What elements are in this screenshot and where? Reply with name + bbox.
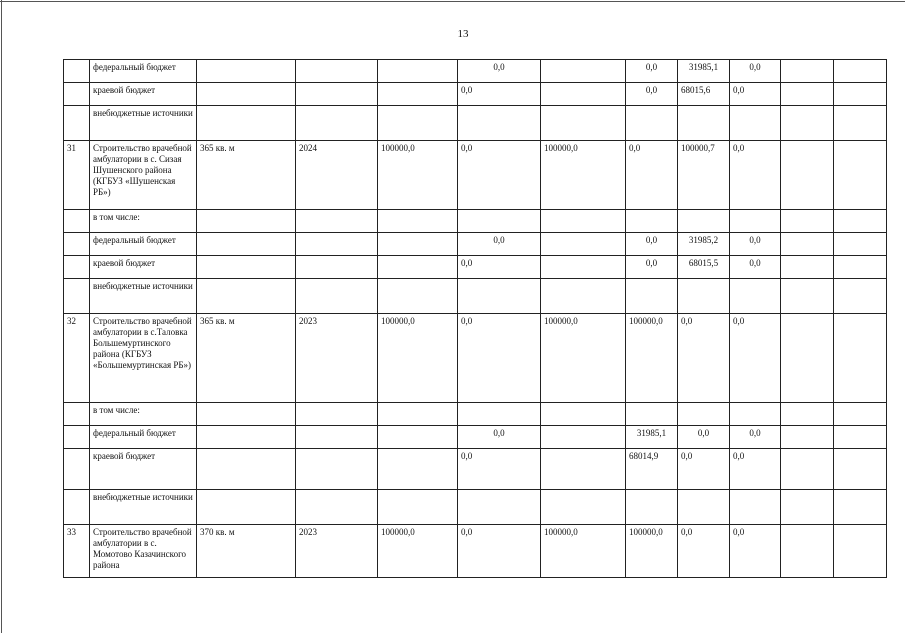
cell-col6 (541, 256, 626, 279)
table-row (64, 490, 887, 525)
cell-col7: 0,0 (626, 256, 678, 279)
row-number (64, 83, 90, 106)
cell-year (296, 426, 378, 449)
cell-col6 (541, 233, 626, 256)
cell-col11 (834, 279, 887, 314)
cell-col11 (834, 256, 887, 279)
table-row (64, 403, 887, 426)
cell-total (378, 490, 458, 525)
cell-col7 (626, 106, 678, 141)
cell-col9: 0,0 (730, 256, 781, 279)
cell-col5: 0,0 (458, 426, 541, 449)
cell-col9: 0,0 (730, 314, 781, 403)
cell-col11 (834, 449, 887, 490)
cell-total (378, 279, 458, 314)
cell-area (197, 256, 296, 279)
row-name: внебюджетные источники (90, 490, 197, 525)
cell-col6 (541, 60, 626, 83)
cell-col9 (730, 403, 781, 426)
cell-col11 (834, 314, 887, 403)
cell-col11 (834, 490, 887, 525)
row-number (64, 449, 90, 490)
row-number (64, 256, 90, 279)
cell-col11 (834, 83, 887, 106)
cell-year (296, 60, 378, 83)
cell-total (378, 60, 458, 83)
cell-col5: 0,0 (458, 314, 541, 403)
cell-col9: 0,0 (730, 141, 781, 210)
cell-col11 (834, 60, 887, 83)
cell-col6: 100000,0 (541, 141, 626, 210)
cell-col10 (781, 525, 834, 578)
cell-year: 2024 (296, 141, 378, 210)
cell-total (378, 426, 458, 449)
cell-col10 (781, 210, 834, 233)
table-row (64, 279, 887, 314)
cell-col8: 0,0 (678, 314, 730, 403)
cell-col10 (781, 233, 834, 256)
cell-col8: 100000,7 (678, 141, 730, 210)
cell-col7: 0,0 (626, 141, 678, 210)
cell-area: 370 кв. м (197, 525, 296, 578)
row-number: 31 (64, 141, 90, 210)
cell-col8 (678, 490, 730, 525)
cell-col5: 0,0 (458, 60, 541, 83)
row-name: Строительство врачебной амбулатории в с. Сизая Шушенского района (КГБУЗ «Шушенская РБ») (90, 141, 197, 210)
cell-area (197, 490, 296, 525)
table-row (64, 210, 887, 233)
row-number (64, 490, 90, 525)
cell-col10 (781, 490, 834, 525)
cell-col9: 0,0 (730, 233, 781, 256)
row-number (64, 106, 90, 141)
cell-col7: 0,0 (626, 233, 678, 256)
cell-col8: 68015,5 (678, 256, 730, 279)
table-row (64, 449, 887, 490)
row-number (64, 210, 90, 233)
row-number (64, 426, 90, 449)
cell-col8: 0,0 (678, 426, 730, 449)
cell-year: 2023 (296, 525, 378, 578)
row-number: 32 (64, 314, 90, 403)
cell-col10 (781, 449, 834, 490)
cell-col8: 31985,1 (678, 60, 730, 83)
cell-area (197, 279, 296, 314)
cell-year (296, 279, 378, 314)
row-name: краевой бюджет (90, 256, 197, 279)
row-number: 33 (64, 525, 90, 578)
cell-total: 100000,0 (378, 525, 458, 578)
cell-area (197, 83, 296, 106)
cell-col10 (781, 141, 834, 210)
row-name: краевой бюджет (90, 449, 197, 490)
cell-col5 (458, 106, 541, 141)
cell-col9: 0,0 (730, 83, 781, 106)
cell-col9 (730, 210, 781, 233)
table-row (64, 141, 887, 210)
table-row (64, 60, 887, 83)
row-name: внебюджетные источники (90, 106, 197, 141)
cell-col11 (834, 426, 887, 449)
cell-col11 (834, 210, 887, 233)
cell-col10 (781, 106, 834, 141)
row-name: внебюджетные источники (90, 279, 197, 314)
cell-col10 (781, 279, 834, 314)
cell-col5: 0,0 (458, 525, 541, 578)
cell-area (197, 60, 296, 83)
row-number (64, 279, 90, 314)
cell-col8 (678, 279, 730, 314)
cell-col8: 0,0 (678, 449, 730, 490)
cell-col6 (541, 449, 626, 490)
cell-col8: 31985,2 (678, 233, 730, 256)
cell-col7: 0,0 (626, 83, 678, 106)
cell-year (296, 449, 378, 490)
row-name: в том числе: (90, 403, 197, 426)
cell-col10 (781, 403, 834, 426)
cell-col7 (626, 403, 678, 426)
cell-col5: 0,0 (458, 256, 541, 279)
cell-col6 (541, 210, 626, 233)
cell-col8 (678, 106, 730, 141)
cell-col9 (730, 106, 781, 141)
cell-col7 (626, 210, 678, 233)
cell-area (197, 403, 296, 426)
cell-col10 (781, 83, 834, 106)
cell-col6: 100000,0 (541, 314, 626, 403)
table-row (64, 106, 887, 141)
cell-area: 365 кв. м (197, 314, 296, 403)
cell-col7 (626, 279, 678, 314)
row-name: Строительство врачебной амбулатории в с.Таловка Большемуртинского района (КГБУЗ «Большемуртинская РБ») (90, 314, 197, 403)
row-name: краевой бюджет (90, 83, 197, 106)
cell-year (296, 490, 378, 525)
page-edge-left (1, 0, 2, 633)
table-row (64, 525, 887, 578)
cell-col9: 0,0 (730, 60, 781, 83)
cell-year (296, 210, 378, 233)
cell-total: 100000,0 (378, 314, 458, 403)
cell-col6: 100000,0 (541, 525, 626, 578)
cell-col7 (626, 490, 678, 525)
cell-total (378, 449, 458, 490)
row-number (64, 233, 90, 256)
cell-total (378, 106, 458, 141)
table-row (64, 256, 887, 279)
cell-total (378, 403, 458, 426)
cell-col5: 0,0 (458, 83, 541, 106)
table-row (64, 233, 887, 256)
cell-col5: 0,0 (458, 233, 541, 256)
cell-year (296, 256, 378, 279)
row-name: федеральный бюджет (90, 60, 197, 83)
cell-col11 (834, 233, 887, 256)
cell-area (197, 210, 296, 233)
cell-col6 (541, 83, 626, 106)
cell-col11 (834, 525, 887, 578)
cell-col10 (781, 426, 834, 449)
cell-col8: 68015,6 (678, 83, 730, 106)
cell-col8: 0,0 (678, 525, 730, 578)
cell-col9: 0,0 (730, 525, 781, 578)
budget-table (63, 59, 887, 578)
cell-col9 (730, 490, 781, 525)
page-edge-top (0, 1, 905, 2)
cell-col5 (458, 279, 541, 314)
cell-col6 (541, 426, 626, 449)
cell-col7: 68014,9 (626, 449, 678, 490)
row-name: федеральный бюджет (90, 233, 197, 256)
row-number (64, 60, 90, 83)
cell-col6 (541, 279, 626, 314)
cell-area (197, 449, 296, 490)
cell-col7: 31985,1 (626, 426, 678, 449)
cell-col9: 0,0 (730, 426, 781, 449)
cell-total (378, 83, 458, 106)
row-name: в том числе: (90, 210, 197, 233)
cell-col6 (541, 490, 626, 525)
cell-col5 (458, 403, 541, 426)
cell-col6 (541, 403, 626, 426)
cell-total (378, 233, 458, 256)
cell-col10 (781, 60, 834, 83)
cell-col5: 0,0 (458, 449, 541, 490)
cell-total (378, 256, 458, 279)
cell-col5 (458, 210, 541, 233)
table-row (64, 83, 887, 106)
cell-year (296, 83, 378, 106)
cell-total (378, 210, 458, 233)
cell-total: 100000,0 (378, 141, 458, 210)
cell-area (197, 233, 296, 256)
cell-col9: 0,0 (730, 449, 781, 490)
cell-col5 (458, 490, 541, 525)
cell-col6 (541, 106, 626, 141)
row-number (64, 403, 90, 426)
table-row (64, 426, 887, 449)
cell-year: 2023 (296, 314, 378, 403)
cell-col8 (678, 210, 730, 233)
cell-col8 (678, 403, 730, 426)
cell-col11 (834, 403, 887, 426)
cell-col10 (781, 256, 834, 279)
cell-col10 (781, 314, 834, 403)
cell-year (296, 403, 378, 426)
table-row (64, 314, 887, 403)
row-name: федеральный бюджет (90, 426, 197, 449)
cell-area (197, 426, 296, 449)
row-name: Строительство врачебной амбулатории в с. Момотово Казачинского района (90, 525, 197, 578)
cell-col11 (834, 141, 887, 210)
cell-col7: 100000,0 (626, 525, 678, 578)
cell-col9 (730, 279, 781, 314)
cell-year (296, 106, 378, 141)
cell-col7: 100000,0 (626, 314, 678, 403)
page-number: 13 (457, 28, 469, 40)
cell-col7: 0,0 (626, 60, 678, 83)
cell-col11 (834, 106, 887, 141)
cell-col5: 0,0 (458, 141, 541, 210)
cell-area: 365 кв. м (197, 141, 296, 210)
cell-area (197, 106, 296, 141)
cell-year (296, 233, 378, 256)
